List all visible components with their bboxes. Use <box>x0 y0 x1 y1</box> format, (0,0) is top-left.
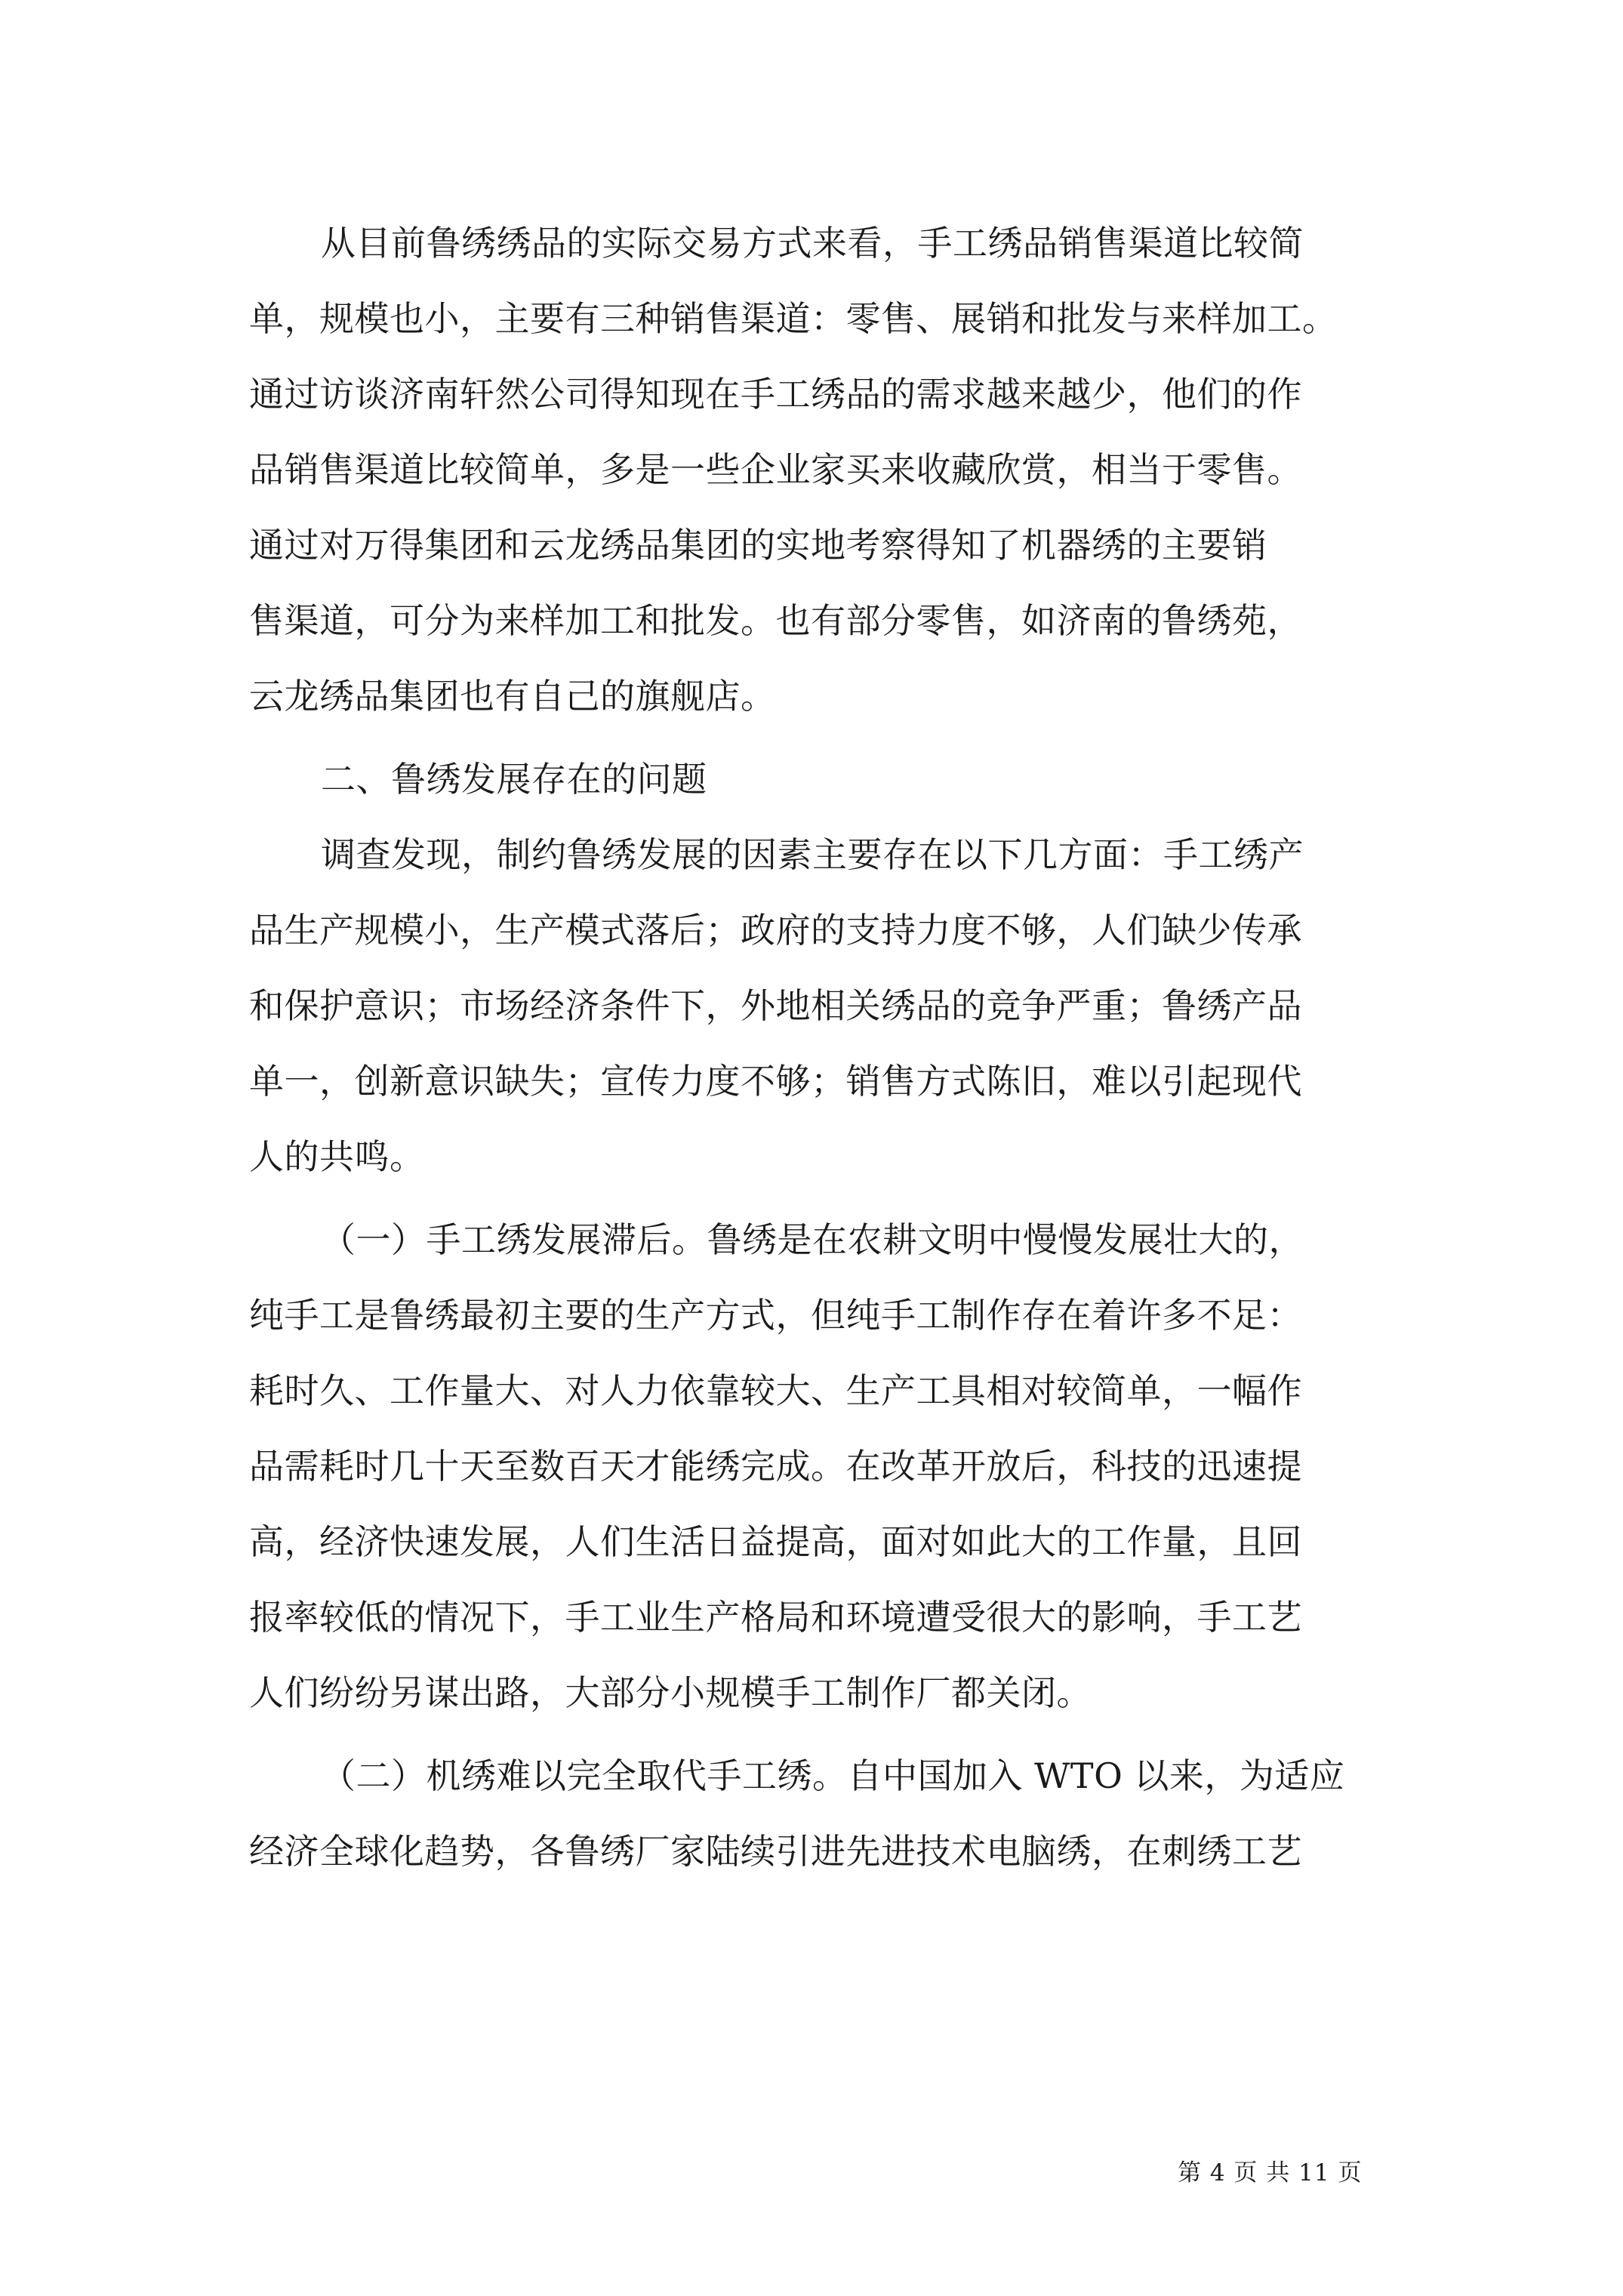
paragraph-line: 调查发现，制约鲁绣发展的因素主要存在以下几方面：手工绣产 <box>321 834 1304 875</box>
paragraph-line: 单，规模也小，主要有三种销售渠道：零售、展销和批发与来样加工。 <box>249 298 1338 339</box>
page-number: 第 4 页 共 11 页 <box>1178 2159 1363 2187</box>
paragraph-line: 人们纷纷另谋出路，大部分小规模手工制作厂都关闭。 <box>249 1672 1092 1713</box>
section-heading: 二、鲁绣发展存在的问题 <box>321 759 707 800</box>
paragraph-line: 耗时久、工作量大、对人力依靠较大、生产工具相对较简单，一幅作 <box>249 1370 1302 1411</box>
paragraph-line: 单一，创新意识缺失；宣传力度不够；销售方式陈旧，难以引起现代 <box>249 1061 1302 1102</box>
paragraph-line: 售渠道，可分为来样加工和批发。也有部分零售，如济南的鲁绣苑， <box>249 600 1302 641</box>
paragraph-line: 品生产规模小，生产模式落后；政府的支持力度不够，人们缺少传承 <box>249 910 1302 951</box>
paragraph-line: 云龙绣品集团也有自己的旗舰店。 <box>249 676 776 717</box>
paragraph-line: 纯手工是鲁绣最初主要的生产方式，但纯手工制作存在着许多不足： <box>249 1295 1302 1336</box>
paragraph-line: 品需耗时几十天至数百天才能绣完成。在改革开放后，科技的迅速提 <box>249 1446 1302 1487</box>
subheading-line: （二）机绣难以完全取代手工绣。自中国加入 WTO 以来，为适应 <box>321 1755 1345 1796</box>
paragraph-line: 高，经济快速发展，人们生活日益提高，面对如此大的工作量，且回 <box>249 1521 1302 1562</box>
paragraph-line: 品销售渠道比较简单，多是一些企业家买来收藏欣赏，相当于零售。 <box>249 449 1302 490</box>
subheading-line: （一）手工绣发展滞后。鲁绣是在农耕文明中慢慢发展壮大的， <box>321 1219 1304 1260</box>
paragraph-line: 经济全球化趋势，各鲁绣厂家陆续引进先进技术电脑绣，在刺绣工艺 <box>249 1831 1302 1872</box>
paragraph-line: 从目前鲁绣绣品的实际交易方式来看，手工绣品销售渠道比较简 <box>321 223 1304 264</box>
paragraph-line: 通过对万得集团和云龙绣品集团的实地考察得知了机器绣的主要销 <box>249 525 1267 566</box>
paragraph-line: 通过访谈济南轩然公司得知现在手工绣品的需求越来越少，他们的作 <box>249 374 1302 415</box>
paragraph-line: 报率较低的情况下，手工业生产格局和环境遭受很大的影响，手工艺 <box>249 1597 1302 1638</box>
paragraph-line: 人的共鸣。 <box>249 1136 425 1177</box>
paragraph-line: 和保护意识；市场经济条件下，外地相关绣品的竞争严重；鲁绣产品 <box>249 985 1302 1026</box>
